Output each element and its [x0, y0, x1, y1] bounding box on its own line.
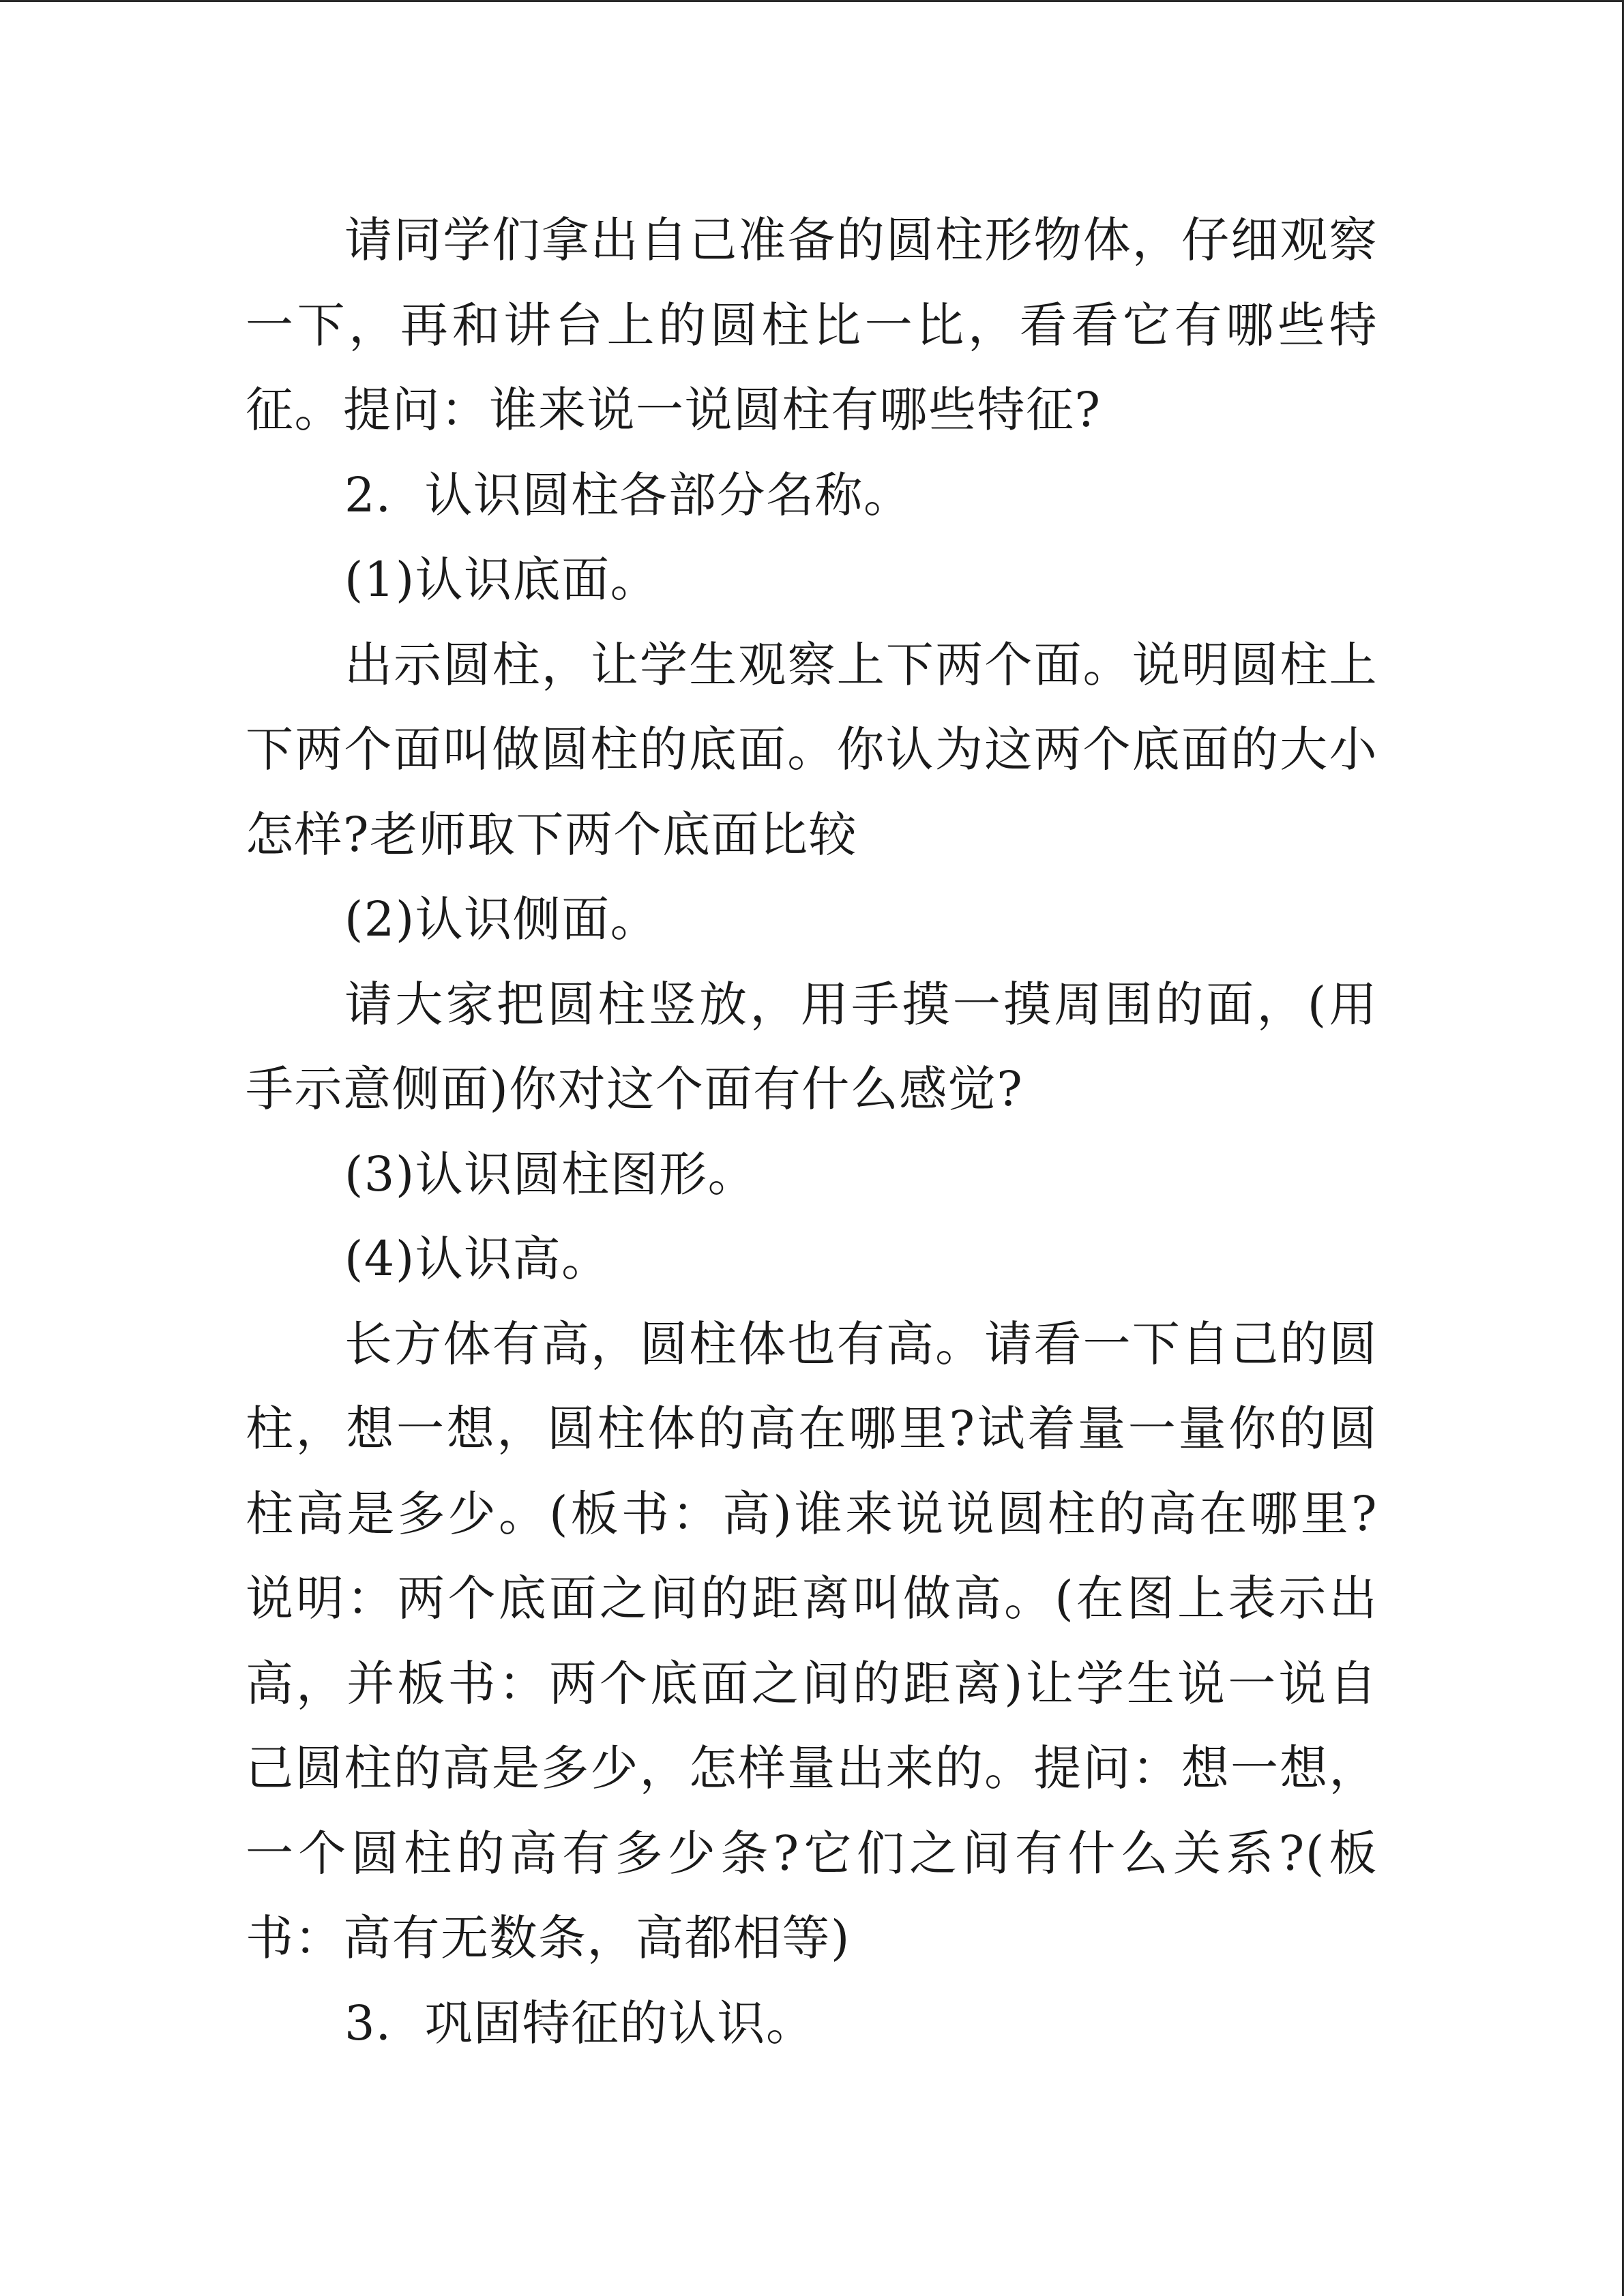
subheading-base: (1)认识底面。 — [344, 552, 660, 608]
heading-cylinder-parts: 2．认识圆柱各部分名称。 — [344, 466, 913, 523]
heading-consolidate-features: 3．巩固特征的认识。 — [344, 1995, 815, 2051]
paragraph-lateral-face: 请大家把圆柱竖放，用手摸一摸周围的面，(用手示意侧面)你对这个面有什么感觉? — [246, 976, 1378, 1117]
subheading-cylinder-figure: (3)认识圆柱图形。 — [344, 1146, 757, 1202]
subheading-height: (4)认识高。 — [344, 1231, 610, 1287]
subheading-lateral-face: (2)认识侧面。 — [344, 891, 660, 947]
paragraph-base: 出示圆柱，让学生观察上下两个面。说明圆柱上下两个面叫做圆柱的底面。你认为这两个底面的大小怎样?老师取下两个底面比较 — [246, 636, 1378, 863]
paragraph-height: 长方体有高，圆柱体也有高。请看一下自己的圆柱，想一想，圆柱体的高在哪里?试着量一量你的圆柱高是多少。(板书：高)谁来说说圆柱的高在哪里?说明：两个底面之间的距离叫做高。(在图上表示出高，并板书：两个底面之间的距离)让学生说一说自己圆柱的高是多少，怎样量出来的。提问：想一想，一个圆柱的高有多少条?它们之间有什么关系?(板书：高有无数条，高都相等) — [246, 1315, 1378, 1966]
paragraph-observe-cylinder: 请同学们拿出自己准备的圆柱形物体，仔细观察一下，再和讲台上的圆柱比一比，看看它有哪些特征。提问：谁来说一说圆柱有哪些特征? — [246, 212, 1378, 438]
document-body — [246, 198, 1378, 2066]
page-top-border — [0, 0, 1624, 2]
